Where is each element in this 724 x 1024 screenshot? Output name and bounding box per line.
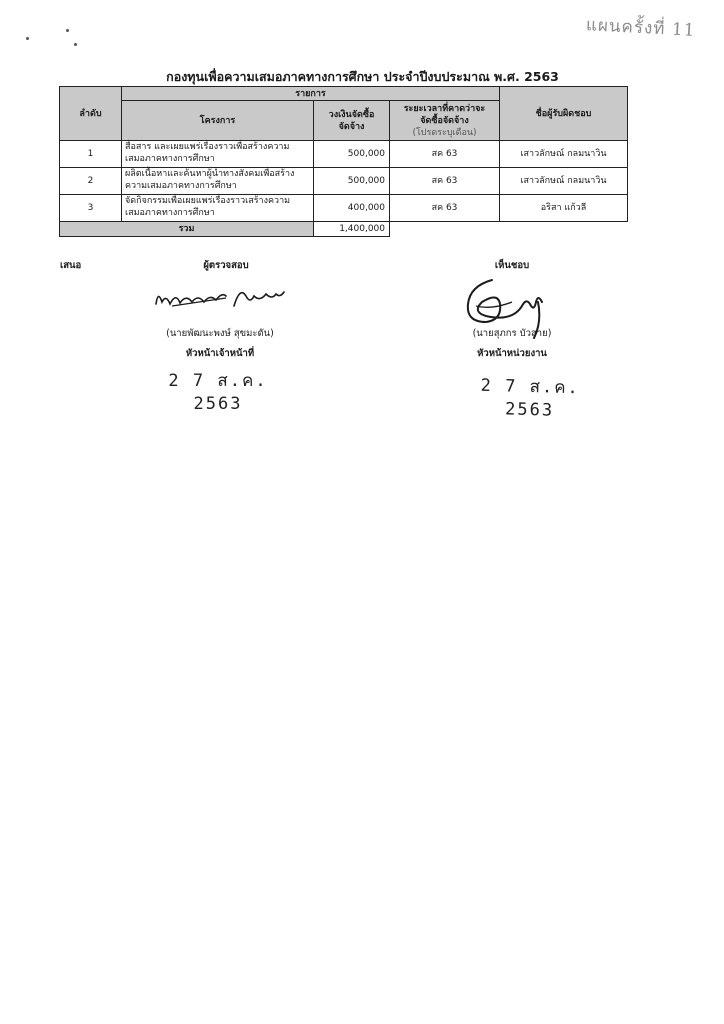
reviewer-date-stamp: 2 7 ส.ค. 2563	[168, 371, 268, 414]
total-row	[60, 222, 628, 237]
row-period: สค 63	[390, 141, 500, 168]
row-amount: 500,000	[314, 141, 390, 168]
row-period: สค 63	[390, 168, 500, 195]
row-period: สค 63	[390, 195, 500, 222]
row-amount: 400,000	[314, 195, 390, 222]
document-title: กองทุนเพื่อความเสมอภาคทางการศึกษา ประจำปีงบประมาณ พ.ศ. 2563	[166, 69, 559, 84]
row-project-line1: จัดกิจกรรมเพื่อเผยแพร่เรื่องราวเสร้างความ	[125, 196, 291, 206]
reviewer-signature	[150, 282, 290, 316]
row-no: 3	[60, 195, 122, 222]
propose-label: เสนอ	[60, 260, 82, 271]
row-responsible: เสาวลักษณ์ กลมนาวิน	[500, 141, 628, 168]
row-responsible: เสาวลักษณ์ กลมนาวิน	[500, 168, 628, 195]
scan-speck	[74, 43, 77, 46]
handwritten-page-note: แผนครั้งที่ 11	[585, 15, 697, 41]
header-amount	[314, 101, 390, 141]
header-amount-line2: จัดจ้าง	[338, 121, 365, 132]
procurement-plan-table	[59, 86, 628, 237]
approver-name: (นายสุภกร บัวสาย)	[472, 328, 552, 339]
row-project-line2: ความเสมอภาคทางการศึกษา	[125, 181, 237, 191]
approver-label: เห็นชอบ	[494, 260, 530, 271]
reviewer-label: ผู้ตรวจสอบ	[203, 260, 249, 271]
header-period-line1: ระยะเวลาที่คาดว่าจะ	[403, 103, 486, 114]
header-responsible: ชื่อผู้รับผิดชอบ	[500, 87, 628, 141]
reviewer-position: หัวหน้าเจ้าหน้าที่	[185, 348, 255, 359]
row-project-line2: เสมอภาคทางการศึกษา	[125, 208, 215, 218]
row-project-line2: เสมอภาคทางการศึกษา	[125, 154, 215, 164]
table-row	[60, 195, 628, 222]
header-amount-line1: วงเงินจัดซื้อ	[328, 109, 375, 120]
scan-speck	[26, 37, 29, 40]
row-no: 2	[60, 168, 122, 195]
scan-speck	[66, 29, 69, 32]
row-project	[122, 141, 314, 168]
table-row	[60, 168, 628, 195]
row-responsible: อริสา แก้วลี	[500, 195, 628, 222]
row-project	[122, 195, 314, 222]
reviewer-name: (นายพัฒนะพงษ์ สุขมะดัน)	[166, 328, 274, 339]
approver-position: หัวหน้าหน่วยงาน	[477, 348, 547, 359]
row-project	[122, 168, 314, 195]
header-group: รายการ	[122, 87, 500, 101]
row-no: 1	[60, 141, 122, 168]
total-amount: 1,400,000	[314, 222, 390, 237]
total-label: รวม	[60, 222, 314, 237]
header-period-note: (โปรดระบุเดือน)	[412, 127, 477, 138]
table-row	[60, 141, 628, 168]
row-project-line1: สื่อสาร และเผยแพร่เรื่องราวเพื่อสร้างความ	[125, 142, 290, 152]
header-period-line2: จัดซื้อจัดจ้าง	[420, 115, 469, 126]
header-no: ลำดับ	[60, 87, 122, 141]
header-period	[390, 101, 500, 141]
approver-date-stamp: 2 7 ส.ค. 2563	[480, 375, 581, 421]
row-project-line1: ผลิตเนื้อหาและค้นหาผู้นำทางสังคมเพื่อสร้าง	[125, 169, 295, 179]
row-amount: 500,000	[314, 168, 390, 195]
header-project: โครงการ	[122, 101, 314, 141]
